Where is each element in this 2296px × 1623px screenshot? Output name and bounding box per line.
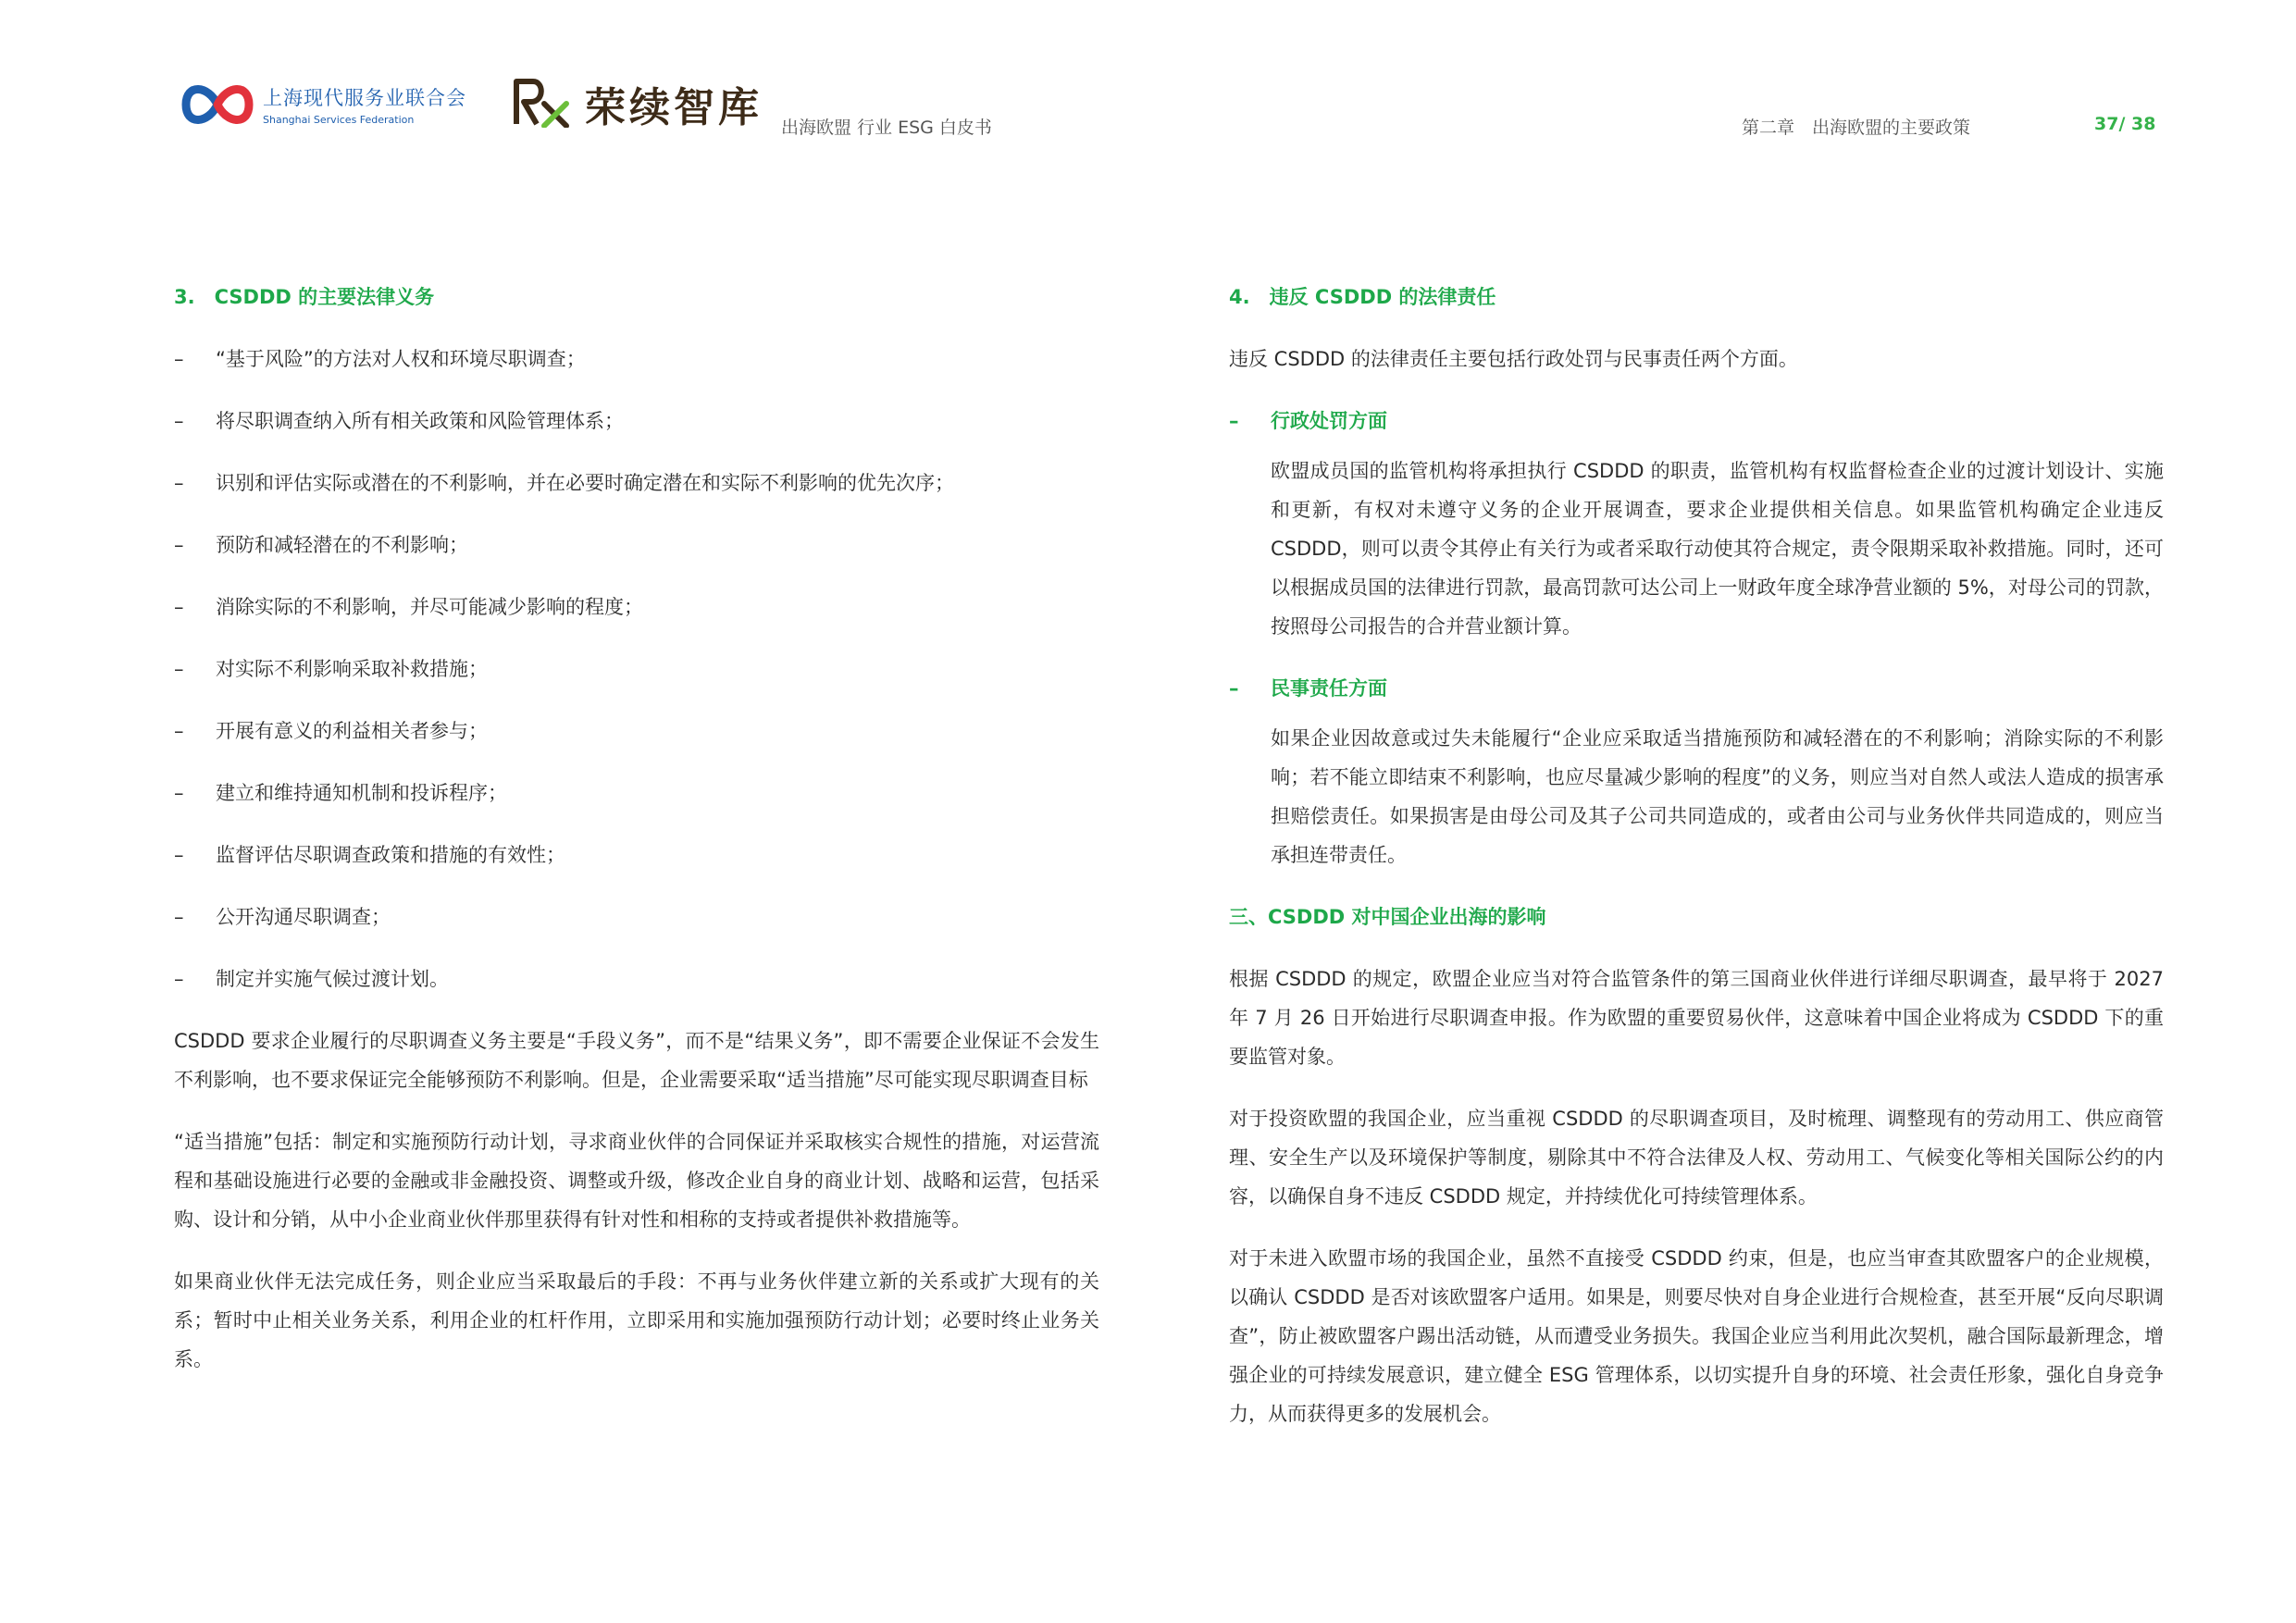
list-item-text: 消除实际的不利影响，并尽可能减少影响的程度； [216,596,643,618]
dash-marker: – [1229,410,1239,432]
list-item-text: 建立和维持通知机制和投诉程序； [216,782,507,804]
list-item [174,712,1099,750]
list-item [174,526,1099,564]
list-item-text: 识别和评估实际或潜在的不利影响，并在必要时确定潜在和实际不利影响的优先次序； [216,472,954,494]
body-paragraph: 根据 CSDDD 的规定，欧盟企业应当对符合监管条件的第三国商业伙伴进行详细尽职调查，最早将于 2027 年 7 月 26 日开始进行尽职调查申报。作为欧盟的重要贸易伙伴，这意味着中国企业将成为 CSDDD 下的重要监管对象。 [1229,968,2164,1068]
list-item [174,774,1099,812]
body-paragraph: 对于未进入欧盟市场的我国企业，虽然不直接受 CSDDD 约束，但是，也应当审查其欧盟客户的企业规模，以确认 CSDDD 是否对该欧盟客户适用。如果是，则要尽快对自身企业进行合规检查，甚至开展“反向尽职调查”，防止被欧盟客户踢出活动链，从而遭受业务损失。我国企业应当利用此次契机，融合国际最新理念，增强企业的可持续发展意识，建立健全 ESG 管理体系，以切实提升自身的环境、社会责任形象，强化自身竞争力，从而获得更多的发展机会。 [1229,1247,2164,1425]
list-item-text: 预防和减轻潜在的不利影响； [216,534,468,556]
dash-marker: – [174,596,184,618]
list-item-text: 开展有意义的利益相关者参与； [216,720,488,742]
ssf-logo-icon [180,76,254,133]
list-item [174,464,1099,502]
subheading-administrative [1229,402,2164,440]
dash-marker: – [174,348,184,370]
section-heading-obligations: 3. CSDDD 的主要法律义务 [174,286,435,308]
body-paragraph: “适当措施”包括：制定和实施预防行动计划，寻求商业伙伴的合同保证并采取核实合规性的措施，对运营流程和基础设施进行必要的金融或非金融投资、调整或升级，修改企业自身的商业计划、战略和运营，包括采购、设计和分销，从中小企业商业伙伴那里获得有针对性和相称的支持或者提供补救措施等。 [174,1131,1099,1231]
list-item [174,588,1099,626]
list-item [174,836,1099,874]
org-name-cn: 上海现代服务业联合会 [263,87,466,109]
dash-marker: – [174,472,184,494]
subheading-civil [1229,669,2164,708]
left-column [174,278,1099,1379]
list-item-text: 公开沟通尽职调查； [216,906,391,928]
dash-marker: – [174,410,184,432]
list-item [174,650,1099,688]
intro-paragraph: 违反 CSDDD 的法律责任主要包括行政处罚与民事责任两个方面。 [1229,348,1798,370]
dash-marker: – [174,782,184,804]
document-title: 出海欧盟 行业 ESG 白皮书 [781,118,992,138]
list-item [174,898,1099,936]
body-paragraph: 对于投资欧盟的我国企业，应当重视 CSDDD 的尽职调查项目，及时梳理、调整现有的劳动用工、供应商管理、安全生产以及环境保护等制度，剔除其中不符合法律及人权、劳动用工、气候变化等相关国际公约的内容，以确保自身不违反 CSDDD 规定，并持续优化可持续管理体系。 [1229,1108,2164,1208]
dash-marker: – [174,968,184,990]
dash-marker: – [174,658,184,680]
body-paragraph: CSDDD 要求企业履行的尽职调查义务主要是“手段义务”，而不是“结果义务”，即不需要企业保证不会发生不利影响，也不要求保证完全能够预防不利影响。但是，企业需要采取“适当措施”尽可能实现尽职调查目标 [174,1030,1099,1091]
body-paragraph: 欧盟成员国的监管机构将承担执行 CSDDD 的职责，监管机构有权监督检查企业的过渡计划设计、实施和更新，有权对未遵守义务的企业开展调查，要求企业提供相关信息。如果监管机构确定企业违反 CSDDD，则可以责令其停止有关行为或者采取行动使其符合规定，责令限期采取补救措施。同时，还可以根据成员国的法律进行罚款，最高罚款可达公司上一财政年度全球净营业额的 5%，对母公司的罚款，按照母公司报告的合并营业额计算。 [1271,460,2164,638]
dash-marker: – [174,906,184,928]
rx-logo-icon [511,76,572,128]
list-item [174,340,1099,378]
brand-name: 荣续智库 [585,84,763,131]
org-name-en: Shanghai Services Federation [263,114,415,126]
chapter-title: 第二章 出海欧盟的主要政策 [1742,118,1971,138]
list-item-text: 监督评估尽职调查政策和措施的有效性； [216,844,565,866]
subheading-text: 民事责任方面 [1271,677,1387,700]
list-item [174,402,1099,440]
right-column [1229,278,2164,1433]
list-item [174,960,1099,998]
page-header [0,0,2296,157]
list-item-text: 对实际不利影响采取补救措施； [216,658,488,680]
subheading-text: 行政处罚方面 [1271,410,1387,432]
page-number: 37/ 38 [2094,114,2156,134]
dash-marker: – [1229,677,1239,700]
dash-marker: – [174,844,184,866]
list-item-text: 制定并实施气候过渡计划。 [216,968,449,990]
body-paragraph: 如果企业因故意或过失未能履行“企业应采取适当措施预防和减轻潜在的不利影响；消除实际的不利影响；若不能立即结束不利影响，也应尽量减少影响的程度”的义务，则应当对自然人或法人造成的损害承担赔偿责任。如果损害是由母公司及其子公司共同造成的，或者由公司与业务伙伴共同造成的，则应当承担连带责任。 [1271,727,2164,866]
list-item-text: “基于风险”的方法对人权和环境尽职调查； [216,348,586,370]
dash-marker: – [174,534,184,556]
section-heading-impact: 三、CSDDD 对中国企业出海的影响 [1229,906,1546,928]
list-item-text: 将尽职调查纳入所有相关政策和风险管理体系； [216,410,624,432]
body-paragraph: 如果商业伙伴无法完成任务，则企业应当采取最后的手段：不再与业务伙伴建立新的关系或扩大现有的关系；暂时中止相关业务关系，利用企业的杠杆作用，立即采用和实施加强预防行动计划；必要时终止业务关系。 [174,1270,1099,1370]
dash-marker: – [174,720,184,742]
section-heading-liability: 4. 违反 CSDDD 的法律责任 [1229,286,1496,308]
